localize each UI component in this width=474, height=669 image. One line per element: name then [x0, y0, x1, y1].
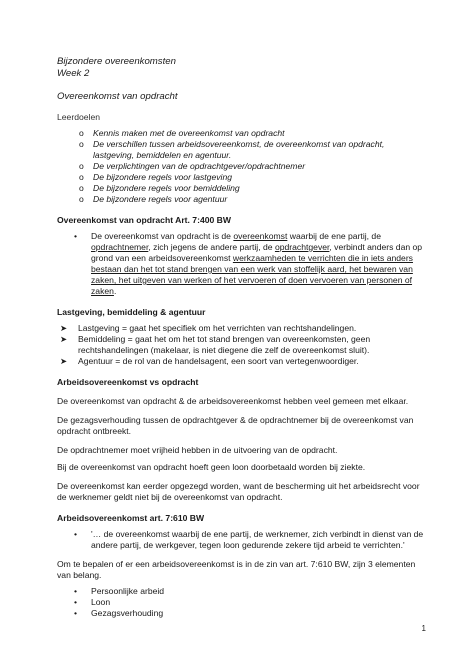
- section-heading-arbeid: Arbeidsovereenkomst art. 7:610 BW: [57, 513, 205, 523]
- arrow-bullet-icon: ➤: [60, 323, 68, 333]
- section-heading-vs: Arbeidsovereenkomst vs opdracht: [57, 377, 199, 387]
- list-item: • Loon: [74, 597, 424, 608]
- list-item: o Kennis maken met de overeenkomst van opdracht: [79, 128, 424, 139]
- definition-list: [57, 231, 424, 297]
- chapter-heading: Overeenkomst van opdracht: [57, 91, 178, 102]
- paragraph: Om te bepalen of er een arbeidsovereenkomst is in de zin van art. 7:610 BW, zijn 3 elementen van belang.: [57, 559, 416, 580]
- list-item: ➤ Lastgeving = gaat het specifiek om het verrichten van rechtshandelingen.: [60, 323, 357, 333]
- elements-list: [57, 586, 424, 619]
- list-item: o De bijzondere regels voor agentuur: [79, 194, 424, 205]
- section-heading-opdracht: Overeenkomst van opdracht Art. 7:400 BW: [57, 215, 231, 225]
- arrow-bullet-icon: ➤: [60, 334, 68, 344]
- lastgeving-list: [57, 323, 424, 367]
- quote-list: [57, 529, 424, 551]
- list-item: o De bijzondere regels voor bemiddeling: [79, 183, 424, 194]
- list-item: ➤ Agentuur = de rol van de handelsagent, een soort van vertegenwoordiger.: [60, 356, 359, 366]
- quote-item: • '… de overeenkomst waarbij de ene partij, de werknemer, zich verbindt in dienst van de andere partij, de werkgever, tegen loon gedurende zekere tijd arbeid te verrichten.': [74, 529, 424, 551]
- leerdoelen-list: [57, 128, 424, 205]
- list-item: • Persoonlijke arbeid: [74, 586, 424, 597]
- document-title: Bijzondere overeenkomsten: [57, 56, 176, 67]
- paragraph: De overeenkomst van opdracht & de arbeidsovereenkomst hebben veel gemeen met elkaar.: [57, 396, 409, 406]
- document-week: Week 2: [57, 68, 90, 79]
- list-item: • Gezagsverhouding: [74, 608, 424, 619]
- list-item: o De verschillen tussen arbeidsovereenkomst, de overeenkomst van opdracht, lastgeving, bemiddelen en agentuur.: [79, 139, 424, 161]
- list-item: ➤ Bemiddeling = gaat het om het tot stand brengen van overeenkomsten, geen rechtshandelingen (makelaar, is niet diegene die zelf de overeenkomst sluit).: [60, 334, 371, 355]
- leerdoelen-label: Leerdoelen: [57, 112, 101, 122]
- paragraph: De opdrachtnemer moet vrijheid hebben in de uitvoering van de opdracht.: [57, 445, 338, 455]
- paragraph: De overeenkomst kan eerder opgezegd worden, want de bescherming uit het arbeidsrecht voor de werknemer geldt niet bij de overeenkomst van opdracht.: [57, 481, 420, 502]
- list-item: o De bijzondere regels voor lastgeving: [79, 172, 424, 183]
- list-item: o De verplichtingen van de opdrachtgever/opdrachtnemer: [79, 161, 424, 172]
- definition-item: • De overeenkomst van opdracht is de overeenkomst waarbij de ene partij, de opdrachtnemer, zich jegens de andere partij, de opdrachtgever, verbindt anders dan op grond van een arbeidsovereenkomst werkzaamheden te verrichten die in iets anders bestaan dan het tot stand brengen van een werk van stoffelijk aard, het bewaren van zaken, het uitgeven van werken of het vervoeren of doen vervoeren van personen of zaken.: [74, 231, 424, 297]
- section-heading-lastgeving: Lastgeving, bemiddeling & agentuur: [57, 307, 206, 317]
- page-number: 1: [421, 624, 426, 633]
- paragraph: Bij de overeenkomst van opdracht hoeft geen loon doorbetaald worden bij ziekte.: [57, 462, 366, 472]
- paragraph: De gezagsverhouding tussen de opdrachtgever & de opdrachtnemer bij de overeenkomst van opdracht ontbreekt.: [57, 415, 414, 436]
- arrow-bullet-icon: ➤: [60, 356, 68, 366]
